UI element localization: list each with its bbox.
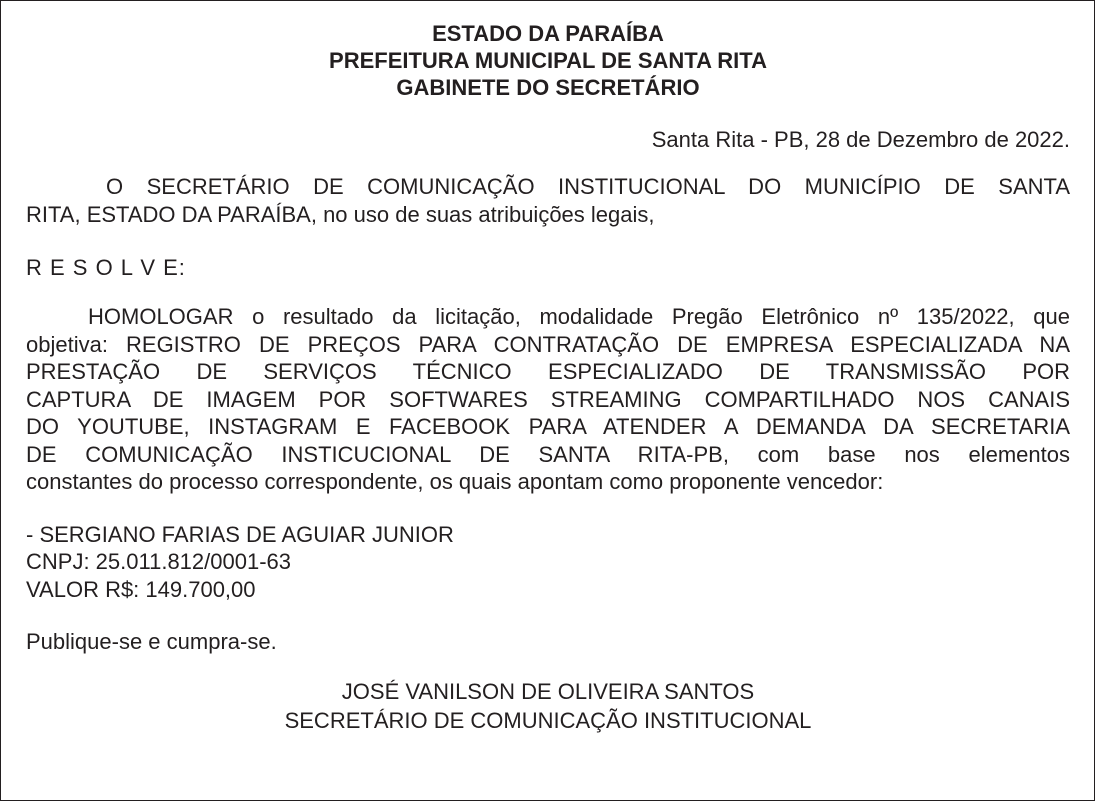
- winner-block: [26, 521, 1070, 604]
- winner-value: VALOR R$: 149.700,00: [26, 576, 256, 602]
- body-line: DO YOUTUBE, INSTAGRAM E FACEBOOK PARA ATENDER A DEMANDA DA SECRETARIA: [26, 414, 1070, 439]
- signatory-title: SECRETÁRIO DE COMUNICAÇÃO INSTITUCIONAL: [284, 708, 812, 733]
- body-line: constantes do processo correspondente, os quais apontam como proponente vencedor:: [26, 469, 884, 494]
- document-body: [26, 20, 1070, 735]
- body-line: CAPTURA DE IMAGEM POR SOFTWARES STREAMING COMPARTILHADO NOS CANAIS: [26, 386, 1070, 412]
- intro-line-1: O SECRETÁRIO DE COMUNICAÇÃO INSTITUCIONAL DO MUNICÍPIO DE SANTA: [106, 174, 1070, 199]
- header-prefecture: PREFEITURA MUNICIPAL DE SANTA RITA: [329, 48, 767, 73]
- body-line: HOMOLOGAR o resultado da licitação, modalidade Pregão Eletrônico nº 135/2022, que: [88, 304, 1070, 329]
- header-state: ESTADO DA PARAÍBA: [432, 21, 664, 46]
- date-line: Santa Rita - PB, 28 de Dezembro de 2022.: [651, 127, 1070, 152]
- signatory-name: JOSÉ VANILSON DE OLIVEIRA SANTOS: [341, 679, 755, 704]
- body-line: objetiva: REGISTRO DE PREÇOS PARA CONTRATAÇÃO DE EMPRESA ESPECIALIZADA NA: [26, 331, 1070, 357]
- header-cabinet: GABINETE DO SECRETÁRIO: [396, 75, 700, 100]
- winner-name: - SERGIANO FARIAS DE AGUIAR JUNIOR: [26, 521, 454, 547]
- winner-cnpj: CNPJ: 25.011.812/0001-63: [26, 549, 291, 574]
- closing-line: Publique-se e cumpra-se.: [26, 629, 277, 654]
- intro-paragraph: [26, 173, 1070, 229]
- resolve-heading: R E S O L V E:: [26, 255, 186, 280]
- document-header: [26, 20, 1070, 101]
- homologation-paragraph: [26, 303, 1070, 496]
- body-line: PRESTAÇÃO DE SERVIÇOS TÉCNICO ESPECIALIZADO DE TRANSMISSÃO POR: [26, 359, 1070, 384]
- body-line: DE COMUNICAÇÃO INSTICUCIONAL DE SANTA RITA-PB, com base nos elementos: [26, 441, 1070, 467]
- intro-line-2: RITA, ESTADO DA PARAÍBA, no uso de suas atribuições legais,: [26, 202, 655, 227]
- signature-block: [26, 677, 1070, 735]
